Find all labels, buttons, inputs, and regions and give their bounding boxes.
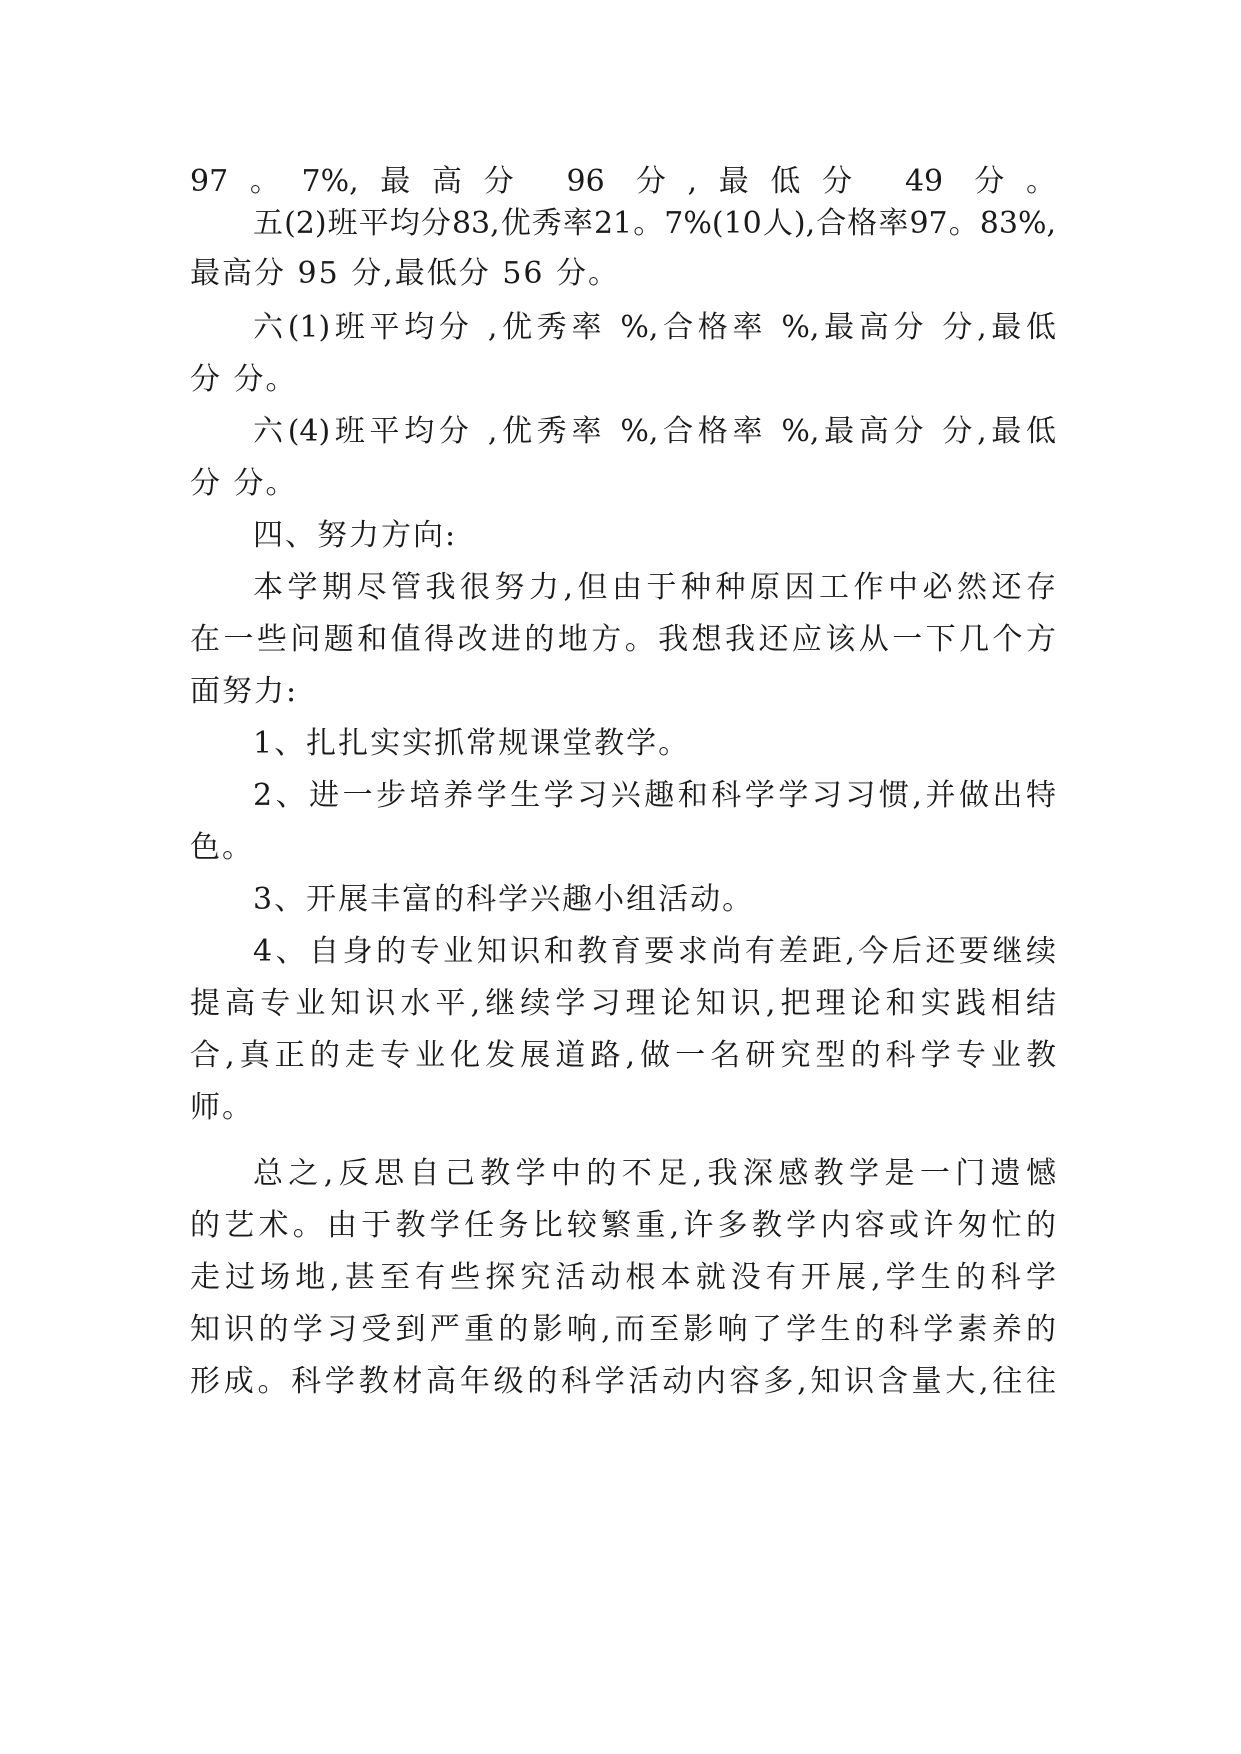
- text-line-7: 分 分。: [190, 466, 298, 501]
- text-line-2: 五(2)班平均分83,优秀率21。7%(10人),合格率97。83%,: [253, 206, 1056, 241]
- list-item-2: 2、进一步培养学生学习兴趣和科学学习习惯,并做出特: [253, 778, 1056, 813]
- text-line-14: 色。: [190, 830, 254, 865]
- text-line-6: 六(4)班平均分 ,优秀率 %,合格率 %,最高分 分,最低: [253, 414, 1056, 449]
- text-line-3: 最高分 95 分,最低分 56 分。: [190, 256, 621, 291]
- list-item-3: 3、开展丰富的科学兴趣小组活动。: [253, 882, 755, 917]
- text-line-19: 师。: [190, 1090, 254, 1125]
- text-line-4: 六(1)班平均分 ,优秀率 %,合格率 %,最高分 分,最低: [253, 310, 1056, 345]
- text-line-18: 合,真正的走专业化发展道路,做一名研究型的科学专业教: [190, 1038, 1056, 1073]
- list-item-1: 1、扎扎实实抓常规课堂教学。: [253, 726, 691, 761]
- text-line-21: 的艺术。由于教学任务比较繁重,许多教学内容或许匆忙的: [190, 1208, 1056, 1243]
- text-line-22: 走过场地,甚至有些探究活动根本就没有开展,学生的科学: [190, 1260, 1056, 1295]
- text-line-1: 97。7%,最高分 96 分,最低分 49 分。: [190, 164, 1056, 199]
- text-line-5: 分 分。: [190, 362, 298, 397]
- text-line-24: 形成。科学教材高年级的科学活动内容多,知识含量大,往往: [190, 1364, 1056, 1399]
- list-item-4: 4、自身的专业知识和教育要求尚有差距,今后还要继续: [253, 934, 1056, 969]
- text-line-17: 提高专业知识水平,继续学习理论知识,把理论和实践相结: [190, 986, 1056, 1021]
- text-line-9: 本学期尽管我很努力,但由于种种原因工作中必然还存: [253, 570, 1056, 605]
- text-line-20: 总之,反思自己教学中的不足,我深感教学是一门遗憾: [253, 1156, 1056, 1191]
- text-line-11: 面努力:: [190, 674, 299, 709]
- text-line-23: 知识的学习受到严重的影响,而至影响了学生的科学素养的: [190, 1312, 1056, 1347]
- section-heading: 四、努力方向:: [253, 518, 458, 553]
- text-line-10: 在一些问题和值得改进的地方。我想我还应该从一下几个方: [190, 622, 1056, 657]
